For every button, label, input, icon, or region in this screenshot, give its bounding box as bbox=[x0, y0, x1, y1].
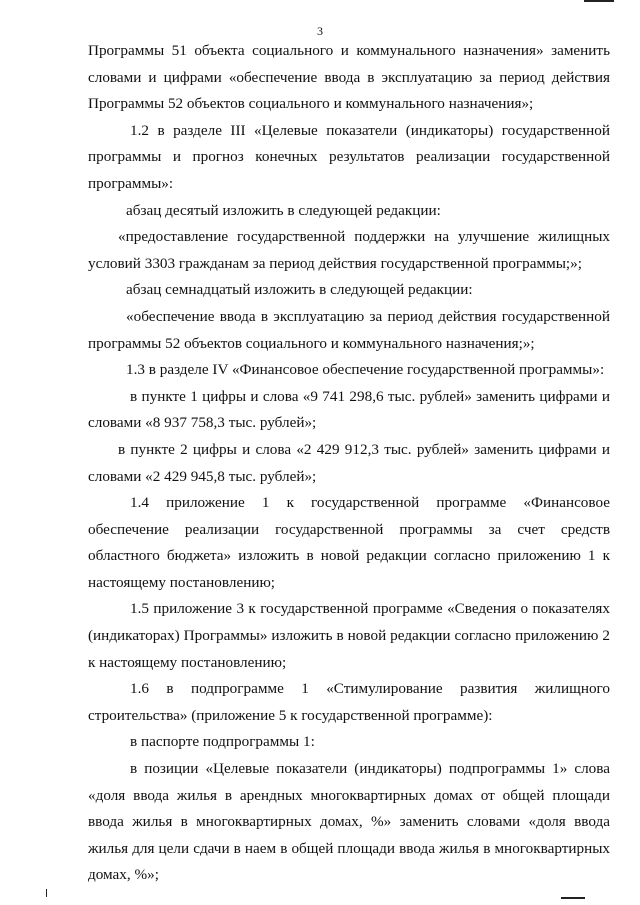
paragraph-1-6: 1.6 в подпрограмме 1 «Стимулирование развития жилищного строительства» (приложение 5 к государственной программе): bbox=[88, 680, 610, 724]
paragraph-point-2: в пункте 2 цифры и слова «2 429 912,3 тыс. рублей» заменить цифрами и словами «2 429 945,8 тыс. рублей»; bbox=[88, 440, 610, 485]
paragraph-1-3: 1.3 в разделе IV «Финансовое обеспечение государственной программы»: bbox=[126, 361, 605, 379]
paragraph-continuation: Программы 51 объекта социального и коммунального назначения» заменить словами и цифрами «обеспечение ввода в эксплуатацию за период действия Программы 52 объектов социального и коммунального назначения»; bbox=[88, 42, 610, 113]
scan-artifact-top-right bbox=[584, 0, 614, 2]
paragraph-1-5: 1.5 приложение 3 к государственной программе «Сведения о показателях (индикаторах) Программы» изложить в новой редакции согласно приложению 2 к настоящему постановлению; bbox=[88, 600, 610, 671]
paragraph-passport: в паспорте подпрограммы 1: bbox=[130, 733, 315, 751]
paragraph-abzac-17: абзац семнадцатый изложить в следующей редакции: bbox=[126, 281, 473, 299]
paragraph-position: в позиции «Целевые показатели (индикаторы) подпрограммы 1» слова «доля ввода жилья в арендных многоквартирных домах от общей площади ввода жилья в многоквартирных домах, %» заменить словами «доля ввода жилья для цели сдачи в наем в общей площади ввода жилья в многоквартирных домах, %»; bbox=[88, 760, 610, 884]
scan-artifact-bottom-left bbox=[46, 889, 47, 897]
paragraph-abzac-10: абзац десятый изложить в следующей редакции: bbox=[126, 201, 441, 219]
paragraph-quote-housing: «предоставление государственной поддержки на улучшение жилищных условий 3303 гражданам за период действия государственной программы;»; bbox=[88, 228, 610, 272]
page-number: 3 bbox=[317, 24, 323, 38]
document-body bbox=[88, 38, 610, 889]
paragraph-1-4: 1.4 приложение 1 к государственной программе «Финансовое обеспечение реализации государственной программы за счет средств областного бюджета» изложить в новой редакции согласно приложению 1 к настоящему постановлению; bbox=[88, 494, 610, 591]
paragraph-point-1: в пункте 1 цифры и слова «9 741 298,6 тыс. рублей» заменить цифрами и словами «8 937 758,3 тыс. рублей»; bbox=[88, 387, 610, 432]
paragraph-quote-objects: «обеспечение ввода в эксплуатацию за период действия государственной программы 52 объектов социального и коммунального назначения;»; bbox=[88, 307, 610, 352]
scan-artifact-bottom-right bbox=[561, 897, 585, 899]
paragraph-1-2: 1.2 в разделе III «Целевые показатели (индикаторы) государственной программы и прогноз конечных результатов реализации государственной программы»: bbox=[88, 121, 610, 192]
